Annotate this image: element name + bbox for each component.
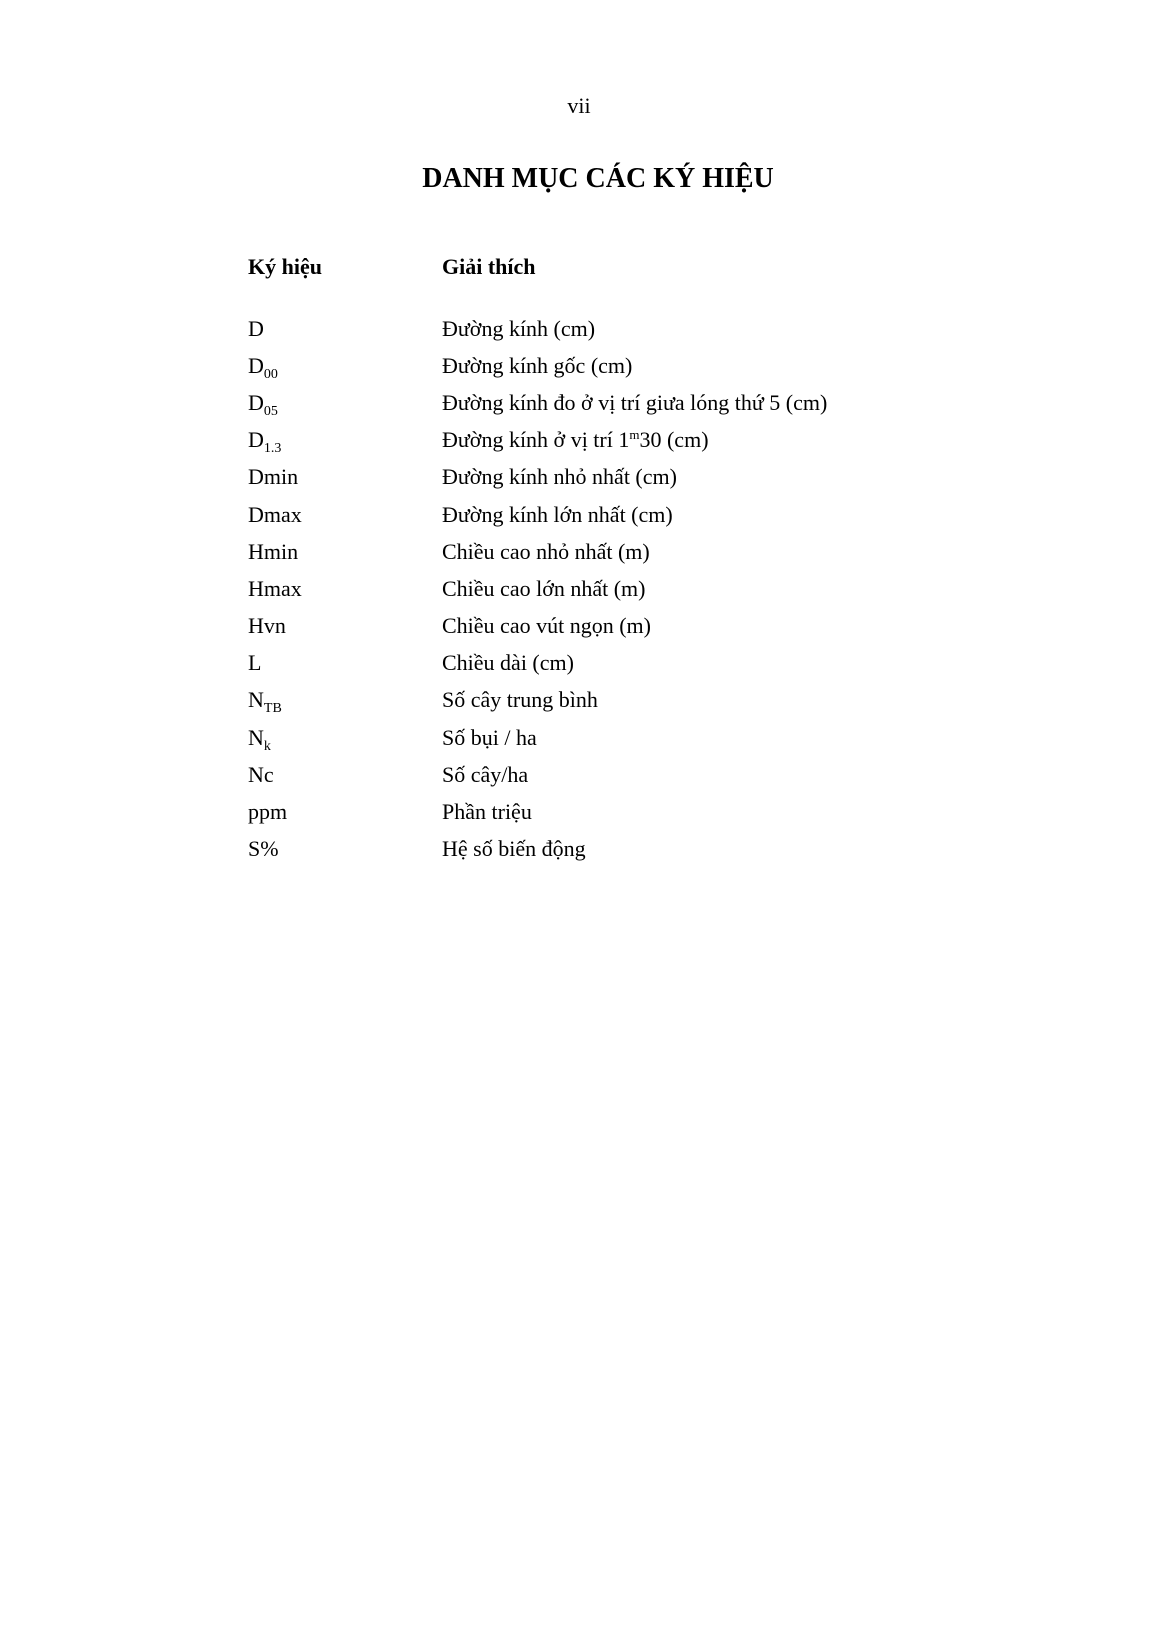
symbol-cell: $D_{1.3}$ xyxy=(248,427,282,457)
description-cell: Đường kính gốc (cm) xyxy=(442,352,633,378)
symbol-cell: $D_{05}$ xyxy=(248,389,278,419)
table-header-row xyxy=(248,250,948,284)
table-row xyxy=(248,422,948,459)
table-row xyxy=(248,719,948,756)
page-number: vii xyxy=(567,93,591,118)
symbol-cell: Dmax xyxy=(248,501,302,527)
symbol-cell: Hmax xyxy=(248,575,302,601)
header-symbol: Ký hiệu xyxy=(248,254,322,279)
table-row xyxy=(248,459,948,496)
description-cell: Chiều cao nhỏ nhất (m) xyxy=(442,538,650,564)
table-row xyxy=(248,756,948,793)
symbol-cell: ppm xyxy=(248,799,288,825)
description-superscript: m xyxy=(629,427,640,443)
symbol-subscript: 1.3 xyxy=(263,441,282,457)
description-cell: Số cây trung bình xyxy=(442,687,598,713)
description-cell: Số cây/ha xyxy=(442,761,529,787)
description-cell: Đường kính (cm) xyxy=(442,315,596,341)
description-cell: Đường kính nhỏ nhất (cm) xyxy=(442,464,677,490)
symbol-cell: $N_k$ xyxy=(248,724,271,754)
symbol-cell: $D_{00}$ xyxy=(248,352,278,382)
symbol-cell: Nc xyxy=(248,761,274,787)
page-title: DANH MỤC CÁC KÝ HIỆU xyxy=(422,163,774,194)
description-cell: Số bụi / ha xyxy=(442,724,537,750)
symbol-table xyxy=(248,250,948,868)
description-cell: Đường kính đo ở vị trí giưa lóng thứ 5 (cm) xyxy=(442,389,828,415)
symbol-subscript: 00 xyxy=(263,366,278,382)
symbol-cell: S% xyxy=(248,836,279,862)
table-row xyxy=(248,533,948,570)
description-cell: Chiều dài (cm) xyxy=(442,650,574,676)
description-cell: Phần triệu xyxy=(442,799,532,825)
symbol-cell: L xyxy=(248,650,262,676)
table-row xyxy=(248,310,948,347)
table-row xyxy=(248,347,948,384)
symbol-subscript: TB xyxy=(263,701,282,717)
symbol-subscript: 05 xyxy=(263,403,278,419)
header-description: Giải thích xyxy=(442,254,536,279)
table-row xyxy=(248,608,948,645)
table-row xyxy=(248,793,948,830)
table-row xyxy=(248,831,948,868)
description-cell: Chiều cao lớn nhất (m) xyxy=(442,575,646,601)
description-cell: Đường kính lớn nhất (cm) xyxy=(442,501,673,527)
table-row xyxy=(248,384,948,421)
symbol-cell: Hvn xyxy=(248,613,286,639)
table-row xyxy=(248,682,948,719)
symbol-cell: Hmin xyxy=(248,538,299,564)
table-row xyxy=(248,645,948,682)
symbol-subscript: k xyxy=(263,738,271,754)
table-row xyxy=(248,570,948,607)
description-cell: Chiều cao vút ngọn (m) xyxy=(442,613,651,639)
symbol-cell: D xyxy=(248,315,264,341)
description-cell: Hệ số biến động xyxy=(442,836,586,862)
symbol-cell: $N_{TB}$ xyxy=(248,687,282,717)
symbol-cell: Dmin xyxy=(248,464,299,490)
description-cell: Đường kính ở vị trí 1$^m$30 (cm) xyxy=(442,427,709,453)
table-row xyxy=(248,496,948,533)
